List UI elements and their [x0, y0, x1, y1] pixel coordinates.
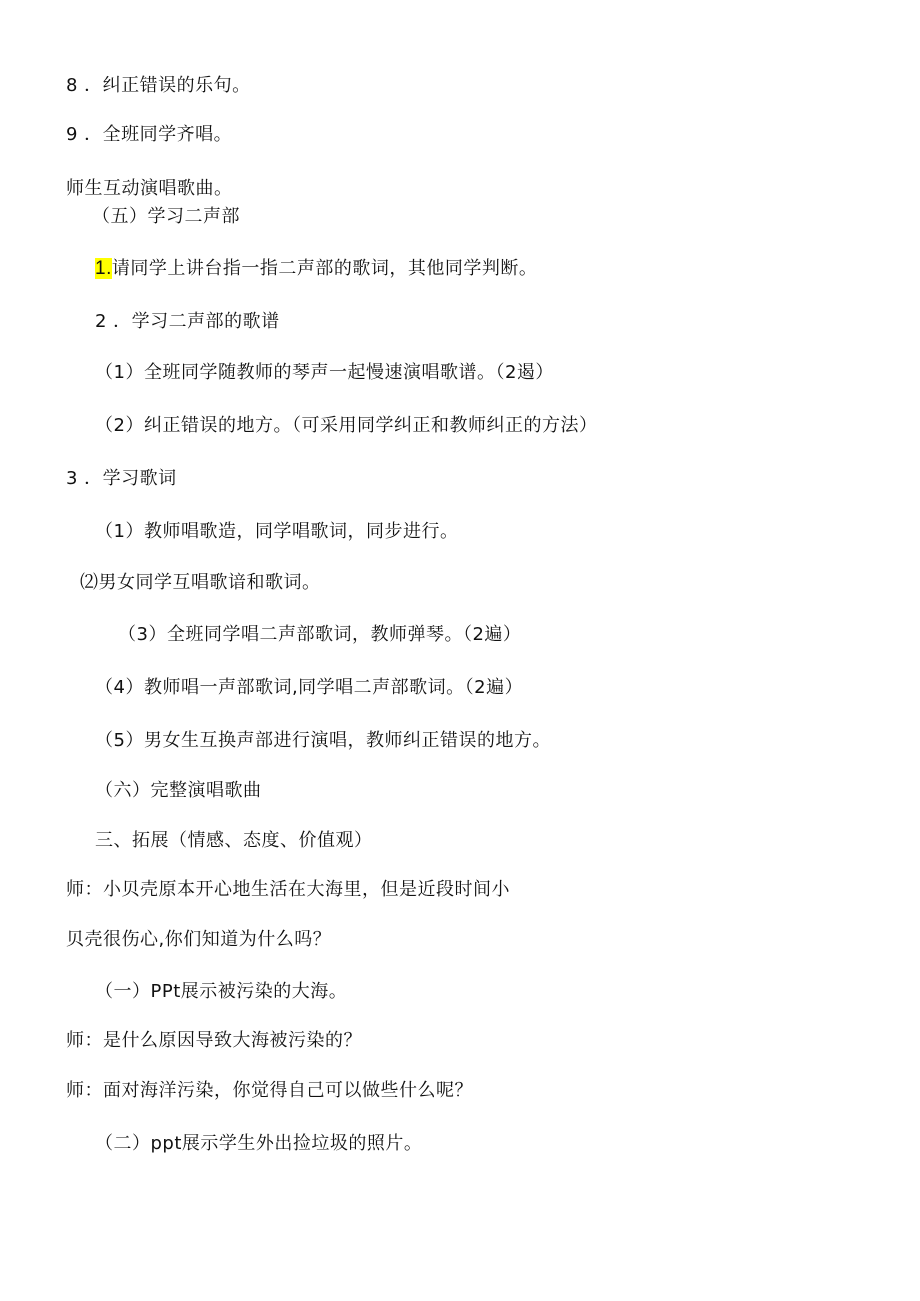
step-3-item-3: （3）全班同学唱二声部歌词，教师弹琴。（2遍） [118, 624, 522, 645]
step-2-item-2: （2）纠正错误的地方。（可采用同学纠正和教师纠正的方法） [95, 415, 598, 436]
step-3-item-1: （1）教师唱歌造，同学唱歌词，同步进行。 [95, 521, 459, 542]
part-3-heading: 三、拓展（情感、态度、价值观） [95, 830, 373, 851]
step-3-item-5: （5）男女生互换声部进行演唱，教师纠正错误的地方。 [95, 730, 551, 751]
ppt-item-1: （一）PPt展示被污染的大海。 [95, 981, 348, 1002]
step-3-item-4: （4）教师唱一声部歌词,同学唱二声部歌词。（2遍） [95, 677, 524, 698]
teacher-line-3: 师：面对海洋污染，你觉得自己可以做些什么呢？ [66, 1080, 473, 1101]
step-2-item-1: （1）全班同学随教师的琴声一起慢速演唱歌谱。（2遏） [95, 362, 554, 383]
step-9-class-sing: 9 ．全班同学齐唱。 [66, 124, 233, 145]
section-6-heading: （六）完整演唱歌曲 [95, 780, 262, 801]
ppt-item-2: （二）ppt展示学生外出捡垃圾的照片。 [95, 1133, 423, 1154]
step-1-text: 请同学上讲台指一指二声部的歌词，其他同学判断。 [111, 258, 538, 279]
teacher-line-1: 师：小贝壳原本开心地生活在大海里，但是近段时间小 [66, 879, 510, 900]
section-5-heading: （五）学习二声部 [92, 206, 240, 227]
step-3-heading: 3 ．学习歌词 [66, 468, 177, 489]
step-8-correct-phrases: 8 ．纠正错误的乐句。 [66, 75, 251, 96]
teacher-line-1-cont: 贝壳很伤心,你们知道为什么吗？ [66, 929, 332, 950]
teacher-student-interaction: 师生互动演唱歌曲。 [66, 178, 233, 199]
step-1-line [95, 258, 537, 280]
step-2-heading: 2 ．学习二声部的歌谱 [95, 311, 280, 332]
teacher-line-2: 师：是什么原因导致大海被污染的？ [66, 1030, 362, 1051]
step-3-item-2: ⑵男女同学互唱歌谙和歌词。 [80, 572, 321, 593]
highlighted-number: 1. [95, 258, 112, 279]
